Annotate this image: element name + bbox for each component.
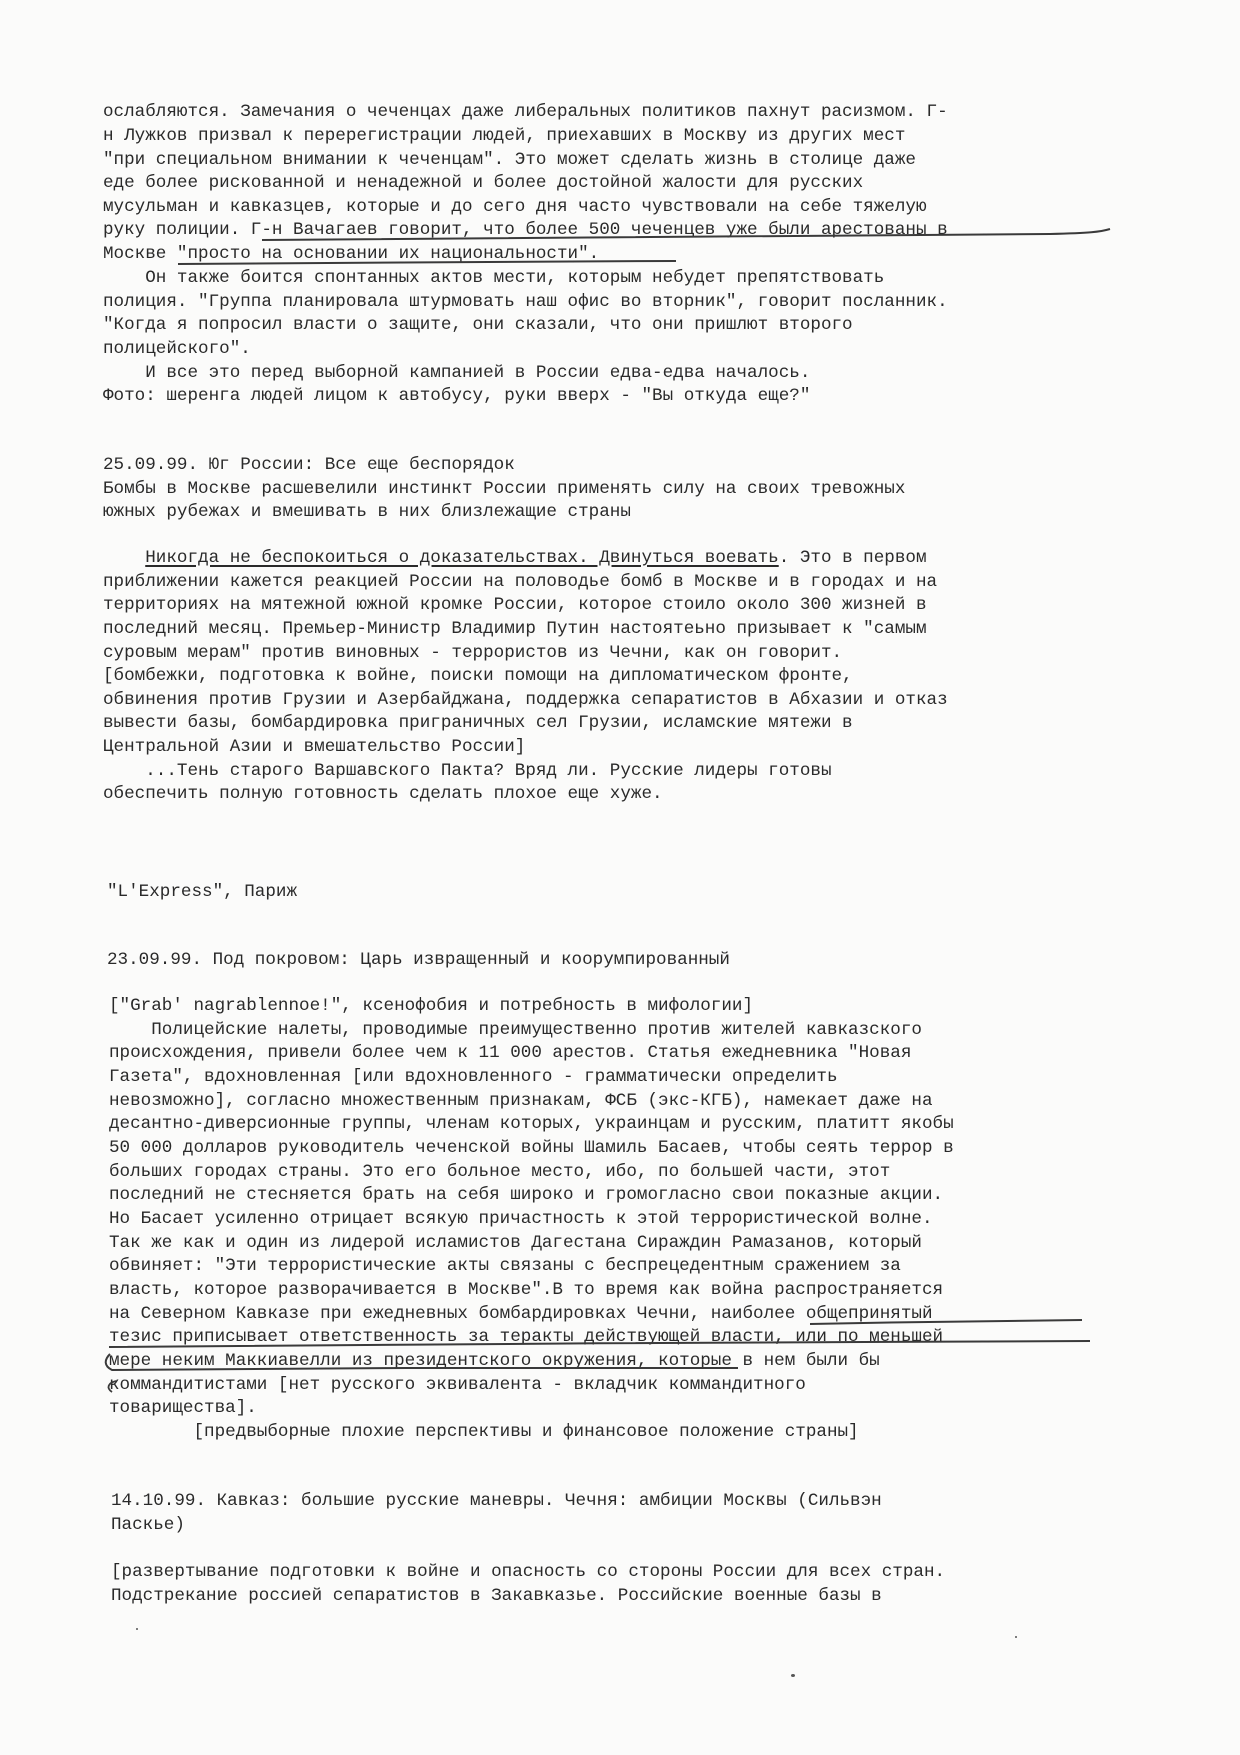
text-line: Москве "просто на основании их национальности". bbox=[103, 244, 600, 264]
text-line: Он также боится спонтанных актов мести, которым небудет препятствовать bbox=[103, 268, 885, 288]
text-line: еде более рискованной и ненадежной и более достойной жалости для русских bbox=[103, 173, 864, 193]
text-line: Фото: шеренга людей лицом к автобусу, руки вверх - "Вы откуда еще?" bbox=[103, 386, 811, 406]
text-line: происхождения, привели более чем к 11 000 арестов. Статья ежедневника "Новая bbox=[109, 1043, 912, 1063]
text-line: суровым мерам" против виновных - террористов из Чечни, как он говорит. bbox=[103, 643, 843, 663]
scan-speck bbox=[1015, 1636, 1017, 1638]
text-line: Но Басает усиленно отрицает всякую причастность к этой террористической волне. bbox=[109, 1209, 933, 1229]
text-line: полиция. "Группа планировала штурмовать наш офис во вторник", говорит посланник. bbox=[103, 292, 948, 312]
text-fragment: . Это в первом bbox=[778, 548, 927, 568]
scan-speck bbox=[791, 1674, 795, 1677]
text-line: последний не стесняется брать на себя широко и громогласно свои показные акции. bbox=[109, 1185, 944, 1205]
text-line: полицейского". bbox=[103, 339, 251, 359]
text-line: Газета", вдохновленная [или вдохновленного - грамматически определить bbox=[109, 1067, 838, 1087]
article-heading: 14.10.99. Кавказ: большие русские маневры. Чечня: амбиции Москвы (Сильвэн bbox=[111, 1491, 882, 1511]
scan-speck bbox=[136, 1628, 138, 1630]
text-line: коммандитистами [нет русского эквивалента - вкладчик коммандитного bbox=[109, 1375, 806, 1395]
text-line bbox=[103, 546, 927, 570]
article-heading: 25.09.99. Юг России: Все еще беспорядок bbox=[103, 455, 515, 475]
text-line: южных рубежах и вмешивать в них близлежащие страны bbox=[103, 502, 631, 522]
text-line: невозможно], согласно множественным признакам, ФСБ (экс-КГБ), намекает даже на bbox=[109, 1091, 933, 1111]
text-line: на Северном Кавказе при ежедневных бомбардировках Чечни, наиболее общепринятый bbox=[109, 1304, 933, 1324]
text-line: товарищества]. bbox=[109, 1398, 257, 1418]
text-line: н Лужков призвал к перерегистрации людей, приехавших в Москву из других мест bbox=[103, 126, 906, 146]
text-line: больших городах страны. Это его больное место, ибо, по большей части, этот bbox=[109, 1162, 891, 1182]
text-line: ослабляются. Замечания о чеченцах даже либеральных политиков пахнут расизмом. Г- bbox=[103, 102, 948, 122]
text-line: Центральной Азии и вмешательство России] bbox=[103, 737, 526, 757]
text-line: руку полиции. Г-н Вачагаев говорит, что более 500 чеченцев уже были арестованы в bbox=[103, 220, 948, 240]
text-line: территориях на мятежной южной кромке России, которое стоило около 300 жизней в bbox=[103, 595, 927, 615]
text-line: мусульман и кавказцев, которые и до сего дня часто чувствовали на себе тяжелую bbox=[103, 197, 927, 217]
text-line: [предвыборные плохие перспективы и финансовое положение страны] bbox=[109, 1422, 859, 1442]
article-heading: 23.09.99. Под покровом: Царь извращенный и коорумпированный bbox=[107, 950, 730, 970]
text-line: Полицейские налеты, проводимые преимущественно против жителей кавказского bbox=[109, 1020, 922, 1040]
text-line: 50 000 долларов руководитель чеченской войны Шамиль Басаев, чтобы сеять террор в bbox=[109, 1138, 954, 1158]
text-line: ["Grab' nagrablennoe!", ксенофобия и потребность в мифологии] bbox=[109, 996, 754, 1016]
text-line: власть, которое разворачивается в Москве".В то время как война распространяется bbox=[109, 1280, 944, 1300]
text-line: Подстрекание россией сепаратистов в Закавказье. Российские военные базы в bbox=[111, 1586, 882, 1606]
text-line: приближении кажется реакцией России на половодье бомб в Москве и в городах и на bbox=[103, 572, 938, 592]
text-line: тезис приписывает ответственность за теракты действующей власти, или по меньшей bbox=[109, 1327, 944, 1347]
text-line: мере неким Маккиавелли из президентского окружения, которые в нем были бы bbox=[109, 1351, 880, 1371]
text-line: Так же как и один из лидерой исламистов Дагестана Сираждин Рамазанов, который bbox=[109, 1233, 922, 1253]
text-line: Бомбы в Москве расшевелили инстинкт России применять силу на своих тревожных bbox=[103, 479, 906, 499]
text-line: "при специальном внимании к чеченцам". Это может сделать жизнь в столице даже bbox=[103, 150, 916, 170]
text-line: вывести базы, бомбардировка приграничных сел Грузии, исламские мятежи в bbox=[103, 713, 853, 733]
text-line: ...Тень старого Варшавского Пакта? Вряд ли. Русские лидеры готовы bbox=[103, 761, 832, 781]
underlined-phrase: Никогда не беспокоиться о доказательствах. Двинуться воевать bbox=[145, 548, 779, 568]
text-line: десантно-диверсионные группы, членам которых, украинцам и русским, платитт якобы bbox=[109, 1114, 954, 1134]
text-line: "Когда я попросил власти о защите, они сказали, что они пришлют второго bbox=[103, 315, 853, 335]
text-line: И все это перед выборной кампанией в России едва-едва началось. bbox=[103, 363, 811, 383]
text-line: [бомбежки, подготовка к войне, поиски помощи на дипломатическом фронте, bbox=[103, 666, 853, 686]
text-line: [развертывание подготовки к войне и опасность со стороны России для всех стран. bbox=[111, 1562, 946, 1582]
text-line: обеспечить полную готовность сделать плохое еще хуже. bbox=[103, 784, 663, 804]
text-line: последний месяц. Премьер-Министр Владимир Путин настоятеьно призывает к "самым bbox=[103, 619, 927, 639]
article-heading: Паскье) bbox=[111, 1515, 185, 1535]
text-line: обвиняет: "Эти террористические акты связаны с беспрецедентным сражением за bbox=[109, 1256, 901, 1276]
source-name: "L'Express", Париж bbox=[107, 882, 298, 902]
text-line: обвинения против Грузии и Азербайджана, поддержка сепаратистов в Абхазии и отказ bbox=[103, 690, 948, 710]
